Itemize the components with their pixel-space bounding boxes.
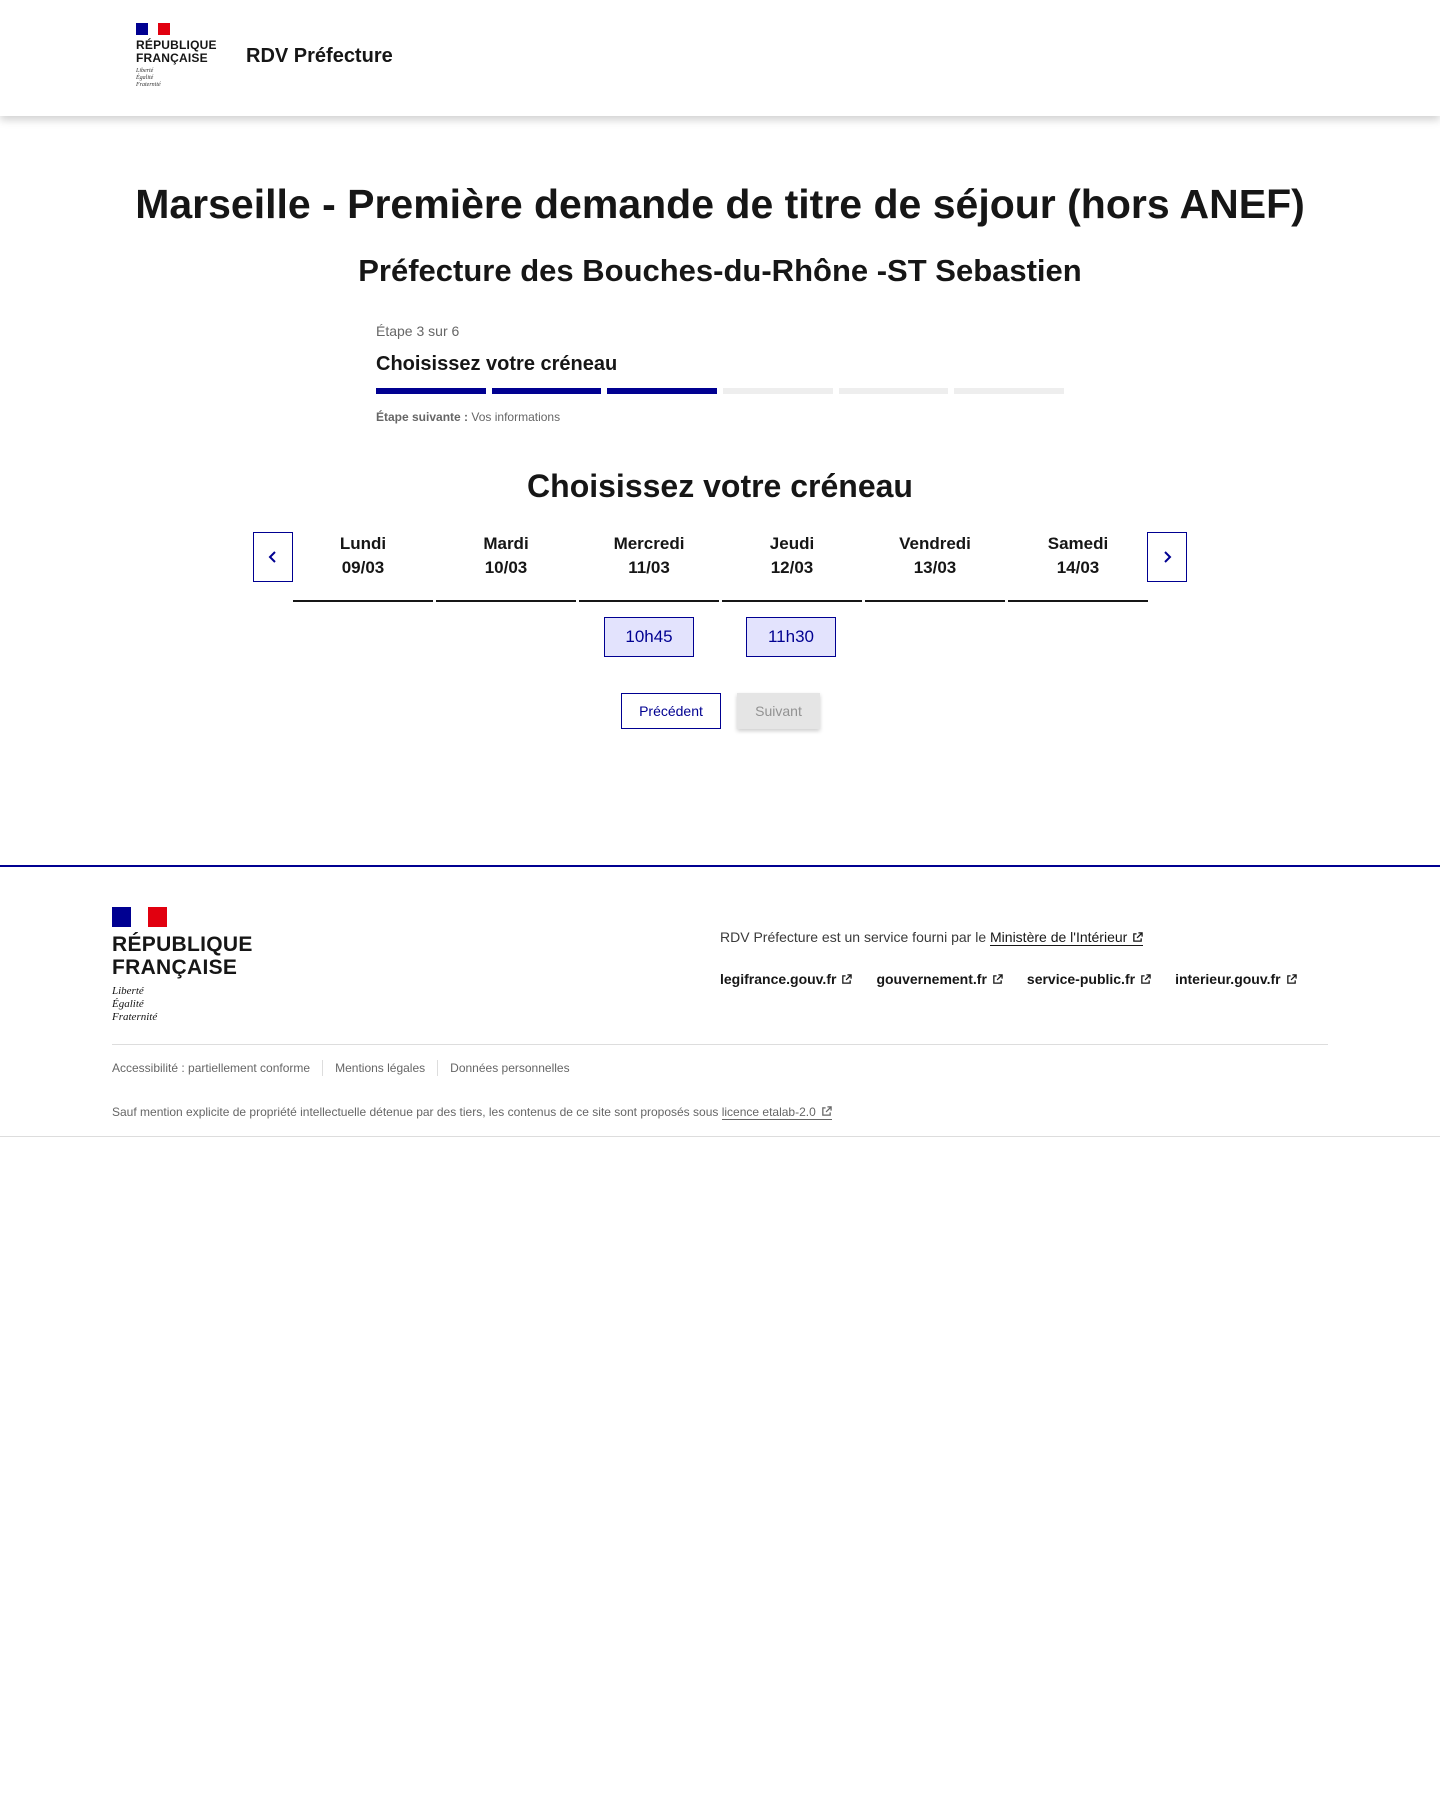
day-date: 13/03 [913,558,957,577]
footer-link-label: gouvernement.fr [876,971,987,987]
external-link-icon [1132,932,1143,943]
external-link-icon [841,974,852,985]
stepper-state: Étape 3 sur 6 [376,323,460,339]
footer-bottom-separator [322,1060,323,1076]
motto-egalite: Égalité [112,998,144,1010]
ministere-link-label: Ministère de l'Intérieur [990,929,1128,945]
stepper-next-label: Étape suivante : [376,410,469,424]
previous-button[interactable]: Précédent [621,693,721,729]
footer-bottom-separator [437,1060,438,1076]
footer-logo-line-2: FRANÇAISE [112,956,238,979]
footer-link-label: interieur.gouv.fr [1175,971,1281,987]
day-column [722,532,862,602]
site-title-link[interactable]: RDV Préfecture [246,45,393,67]
slot-section-title: Choisissez votre créneau [527,468,913,504]
day-name: Mercredi [613,534,685,553]
stepper [376,323,1064,424]
site-footer [0,865,1440,1137]
footer-license [112,1105,832,1119]
day-name: Lundi [339,534,387,553]
footer-link-label: service-public.fr [1026,971,1136,987]
day-date: 12/03 [770,558,814,577]
day-date: 14/03 [1056,558,1100,577]
previous-week-button[interactable] [253,532,293,582]
stepper-bar-4 [723,388,833,394]
donnees-personnelles-link[interactable]: Données personnelles [450,1061,570,1075]
day-name: Vendredi [899,534,971,553]
stepper-bar-1 [376,388,486,394]
time-slot-button[interactable]: 10h45 [604,617,694,657]
logo-motto [136,68,216,89]
day-date: 10/03 [484,558,528,577]
logo-line-2: FRANÇAISE [136,51,208,65]
day-column [579,532,719,602]
next-week-button[interactable] [1147,532,1187,582]
day-column [436,532,576,602]
footer-link-service-public[interactable] [1027,971,1151,987]
page-title: Marseille - Première demande de titre de séjour (hors ANEF) [135,181,1305,227]
stepper-bar-2 [492,388,602,394]
day-date: 09/03 [341,558,385,577]
footer-link-legifrance[interactable] [720,971,852,987]
motto-fraternite: Fraternité [112,1011,158,1023]
motto-liberte: Liberté [112,985,144,997]
ministere-link[interactable] [990,929,1143,946]
chevron-left-icon [266,550,280,564]
stepper-progress [376,388,1064,394]
day-column [1008,532,1148,602]
footer-link-interieur[interactable] [1175,971,1297,987]
footer-logo-motto [112,985,262,1024]
footer-divider [112,1044,1328,1045]
mentions-legales-link[interactable]: Mentions légales [335,1061,426,1075]
stepper-bar-6 [954,388,1064,394]
day-column [293,532,433,602]
time-slot-button[interactable]: 11h30 [746,617,836,657]
day-name: Samedi [1047,534,1109,553]
republique-francaise-logo[interactable] [136,23,216,89]
footer-bottom-links [112,1060,570,1076]
motto-fraternite: Fraternité [136,82,161,88]
motto-egalite: Égalité [136,75,154,81]
stepper-bar-5 [839,388,949,394]
accessibilite-link[interactable]: Accessibilité : partiellement conforme [112,1061,311,1075]
footer-link-label: legifrance.gouv.fr [720,971,837,987]
licence-link-label: licence etalab-2.0 [721,1105,816,1119]
license-text: Sauf mention explicite de propriété intellectuelle détenue par des tiers, les contenus de ce site sont proposés sous [112,1105,722,1119]
motto-liberte: Liberté [136,68,154,74]
stepper-title: Choisissez votre créneau [376,353,618,375]
site-header [0,0,1440,116]
logo-line-1: RÉPUBLIQUE [136,38,217,52]
stepper-next-step [376,410,1064,424]
footer-desc-text: RDV Préfecture est un service fourni par le [720,929,991,945]
footer-link-gouvernement[interactable] [876,971,1002,987]
marianne-flag-icon [136,23,170,35]
day-column [865,532,1005,602]
stepper-bar-3 [607,388,717,394]
chevron-right-icon [1160,550,1174,564]
licence-etalab-link[interactable] [722,1105,832,1120]
external-link-icon [1140,974,1151,985]
stepper-next-value: Vos informations [471,410,561,424]
external-link-icon [1286,974,1297,985]
day-columns [293,532,1148,602]
external-link-icon [992,974,1003,985]
day-date: 11/03 [628,558,670,577]
page-subtitle: Préfecture des Bouches-du-Rhône -ST Sebastien [358,253,1082,288]
footer-republique-francaise-logo[interactable] [112,907,262,1024]
next-button-disabled: Suivant [737,693,820,729]
footer-partner-links [720,971,1297,987]
marianne-flag-icon [112,907,167,927]
day-name: Mardi [483,534,529,553]
day-name: Jeudi [769,534,815,553]
external-link-icon [821,1106,832,1117]
footer-description [720,929,1143,945]
footer-logo-line-1: RÉPUBLIQUE [112,933,253,956]
